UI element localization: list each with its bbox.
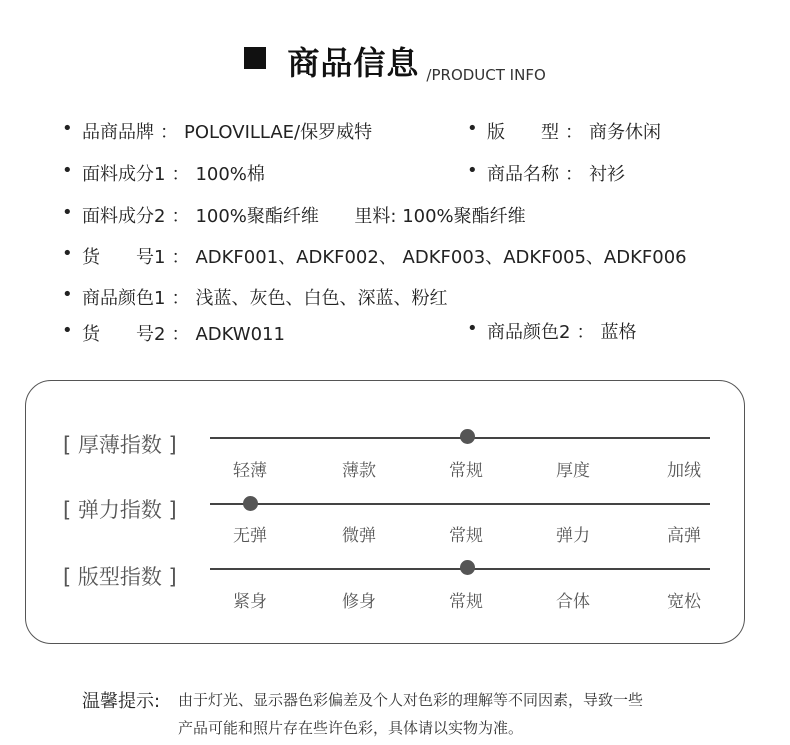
info-value: POLOVILLAE/保罗威特	[184, 122, 373, 143]
info-label: 商品名称	[487, 164, 559, 185]
scale-tick: 微弹	[342, 526, 376, 546]
info-row-product-name	[467, 160, 625, 186]
info-label: 货 号2	[82, 324, 166, 345]
scale-marker-thickness	[460, 429, 475, 444]
scale-tick: 厚度	[556, 461, 590, 481]
info-label: 面料成分2	[82, 206, 166, 227]
scale-tick: 常规	[449, 592, 483, 612]
scale-marker-fit	[460, 560, 475, 575]
info-value: 蓝格	[600, 322, 637, 343]
info-label: 版 型	[487, 122, 559, 143]
separator: ：	[171, 288, 190, 309]
info-value: 浅蓝、灰色、白色、深蓝、粉红	[195, 288, 448, 309]
info-value: 衬衫	[589, 164, 625, 185]
info-row-brand	[62, 118, 373, 144]
info-value: 商务休闲	[589, 122, 661, 143]
scale-tick: 薄款	[342, 461, 376, 481]
scale-tick: 宽松	[667, 592, 701, 612]
bullet-icon: •	[62, 243, 73, 264]
index-label-thickness: [ 厚薄指数 ]	[63, 433, 177, 457]
info-row-fit	[467, 118, 661, 144]
scale-tick: 轻薄	[233, 461, 267, 481]
info-row-sku1	[62, 243, 687, 269]
info-value: ADKW011	[195, 324, 285, 345]
separator: ：	[171, 164, 190, 185]
info-row-color1	[62, 284, 448, 310]
scale-tick: 合体	[556, 592, 590, 612]
separator: ：	[576, 322, 595, 343]
scale-tick: 修身	[342, 592, 376, 612]
notice-text-line1: 由于灯光、显示器色彩偏差及个人对色彩的理解等不同因素，导致一些	[178, 691, 644, 709]
lining-label: 里料:	[354, 206, 397, 227]
bullet-icon: •	[62, 320, 73, 341]
bullet-icon: •	[62, 284, 73, 305]
scale-tick: 弹力	[556, 526, 590, 546]
info-value: ADKF001、ADKF002、 ADKF003、ADKF005、ADKF006	[195, 247, 687, 268]
section-subtitle: /PRODUCT INFO	[426, 66, 546, 84]
separator: ：	[565, 122, 583, 143]
info-label: 货 号1	[82, 247, 166, 268]
lining-value: 100%聚酯纤维	[402, 206, 526, 227]
separator: ：	[565, 164, 583, 185]
info-row-fabric1	[62, 160, 265, 186]
separator: ：	[171, 324, 190, 345]
info-row-fabric2	[62, 202, 526, 228]
info-row-color2	[467, 318, 637, 344]
bullet-icon: •	[62, 118, 73, 139]
info-value: 100%聚酯纤维	[195, 206, 319, 227]
info-label: 品商品牌	[82, 122, 154, 143]
product-info-list	[0, 0, 790, 360]
scale-tick: 常规	[449, 526, 483, 546]
scale-marker-elasticity	[243, 496, 258, 511]
index-label-fit: [ 版型指数 ]	[63, 565, 177, 589]
info-label: 面料成分1	[82, 164, 166, 185]
section-title: 商品信息	[287, 44, 420, 82]
notice-title: 温馨提示:	[82, 691, 161, 712]
info-label: 商品颜色1	[82, 288, 166, 309]
notice-text-line2: 产品可能和照片存在些许色彩，具体请以实物为准。	[178, 719, 524, 737]
scale-tick: 加绒	[667, 461, 701, 481]
scale-line-elasticity	[210, 503, 710, 505]
scale-tick: 紧身	[233, 592, 267, 612]
separator: ：	[171, 206, 190, 227]
info-row-sku2	[62, 320, 285, 346]
bullet-icon: •	[467, 160, 478, 181]
bullet-icon: •	[62, 160, 73, 181]
scale-tick: 高弹	[667, 526, 701, 546]
separator: ：	[171, 247, 190, 268]
info-value: 100%棉	[195, 164, 265, 185]
bullet-icon: •	[62, 202, 73, 223]
scale-tick: 常规	[449, 461, 483, 481]
index-label-elasticity: [ 弹力指数 ]	[63, 498, 177, 522]
info-label: 商品颜色2	[487, 322, 571, 343]
bullet-icon: •	[467, 318, 478, 339]
scale-tick: 无弹	[233, 526, 267, 546]
separator: ：	[160, 122, 178, 143]
bullet-icon: •	[467, 118, 478, 139]
